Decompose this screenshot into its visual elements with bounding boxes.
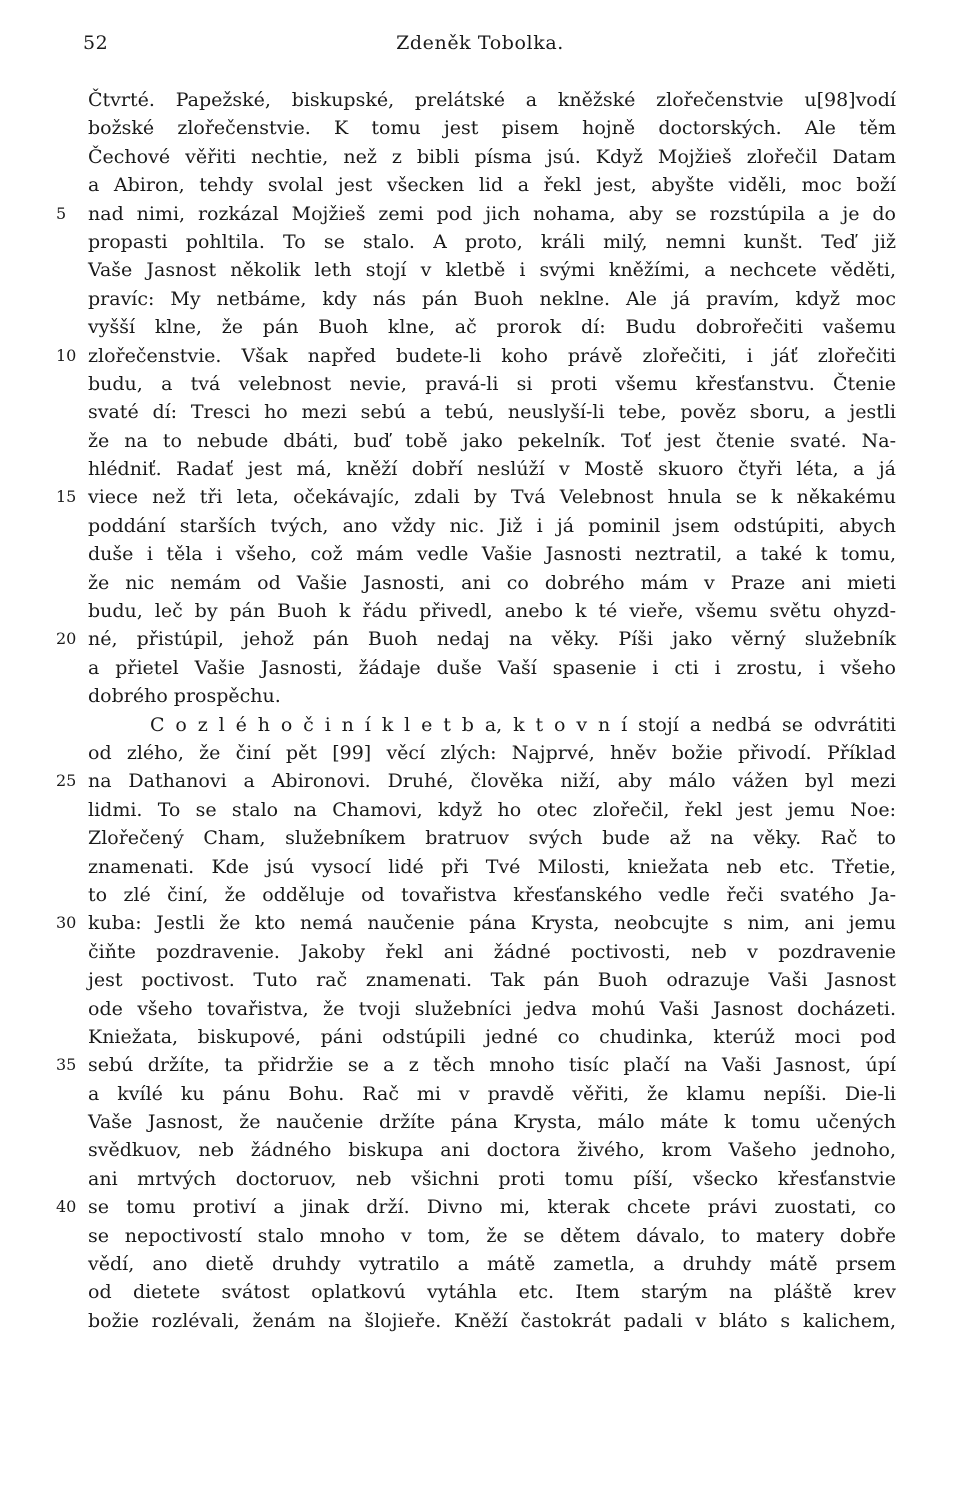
text-line [88, 1136, 896, 1164]
text-line-content: duše i těla i všeho, což mám vedle Vašie Jasnosti neztratil, a také k tomu, [88, 543, 896, 566]
line-number: 5 [56, 203, 67, 223]
text-line [88, 313, 896, 341]
line-number: 15 [56, 487, 77, 507]
text-line-content: se nepoctivostí stalo mnoho v tom, že se dětem dávalo, to matery dobře [88, 1224, 896, 1247]
text-line-content: kuba: Jestli že kto nemá naučenie pána Krysta, neobcujte s nim, ani jemu [88, 912, 896, 935]
text-line-content: Čechové věřiti nechtie, než z bibli písma jsú. Když Mojžieš zlořečil Datam [88, 145, 896, 168]
text-line [56, 200, 896, 228]
text-line [56, 767, 896, 795]
text-line [56, 1051, 896, 1079]
text-line [88, 654, 896, 682]
text-line-content: božské zlořečenstvie. K tomu jest pisem hojně doctorských. Ale těm [88, 117, 896, 140]
text-line [88, 597, 896, 625]
text-line-content: pravíc: My netbáme, kdy nás pán Buoh neklne. Ale já pravím, když moc [88, 287, 896, 310]
text-line-content: zlořečenstvie. Však napřed budete-li koho právě zlořečiti, i jáť zlořečiti [88, 344, 896, 367]
line-number: 20 [56, 629, 77, 649]
text-line [88, 995, 896, 1023]
text-line-content: budu, leč by pán Buoh k řádu přivedl, anebo k té vieře, všemu světu ohyzd- [88, 600, 896, 623]
text-line-content: jest poctivost. Tuto rač znamenati. Tak pán Buoh odrazuje Vaši Jasnost [88, 969, 896, 992]
text-line [88, 796, 896, 824]
text-line [88, 1307, 896, 1335]
text-line-content: a Abiron, tehdy svolal jest všecken lid a řekl jest, abyšte viděli, moc boží [88, 174, 896, 197]
text-line-content: se tomu protiví a jinak drží. Divno mi, kterak chcete právi zuostati, co [88, 1196, 896, 1219]
text-line-content: hlédniť. Radať jest má, kněží dobří neslúží v Mostě skuoro čtyři léta, a já [88, 458, 896, 481]
text-line [88, 228, 896, 256]
text-line-content: viece než tři leta, očekávajíc, zdali by Tvá Velebnost hnula se k někakému [88, 486, 896, 509]
text-line-content: že nic nemám od Vašie Jasnosti, ani co dobrého mám v Praze ani mieti [88, 571, 896, 594]
body-text [56, 86, 896, 1335]
text-line-content: Vaše Jasnost několik leth stojí v kletbě i svými kněžími, a nechcete věděti, [88, 259, 896, 282]
running-head: Zdeněk Tobolka. [396, 32, 564, 54]
text-line [88, 427, 896, 455]
text-line [88, 86, 896, 114]
line-number: 35 [56, 1055, 77, 1075]
text-line [88, 1165, 896, 1193]
text-line-content: a přietel Vašie Jasnosti, žádaje duše Vaší spasenie i cti i zrostu, i všeho [88, 656, 896, 679]
text-line-content: svaté dí: Tresci ho mezi sebú a tebú, neuslyší-li tebe, pověz sboru, a jestli [88, 401, 896, 424]
text-line [88, 1108, 896, 1136]
text-line [88, 114, 896, 142]
text-line [88, 569, 896, 597]
text-line-content: propasti pohltila. To se stalo. A proto, králi milý, nemni kunšt. Teď již [88, 230, 896, 253]
line-number: 40 [56, 1197, 77, 1217]
text-line-content: lidmi. To se stalo na Chamovi, když ho otec zlořečil, řekl jest jemu Noe: [88, 798, 896, 821]
text-line-content: nad nimi, rozkázal Mojžieš zemi pod jich nohama, aby se rozstúpila a je do [88, 202, 896, 225]
text-line [56, 909, 896, 937]
text-line [56, 342, 896, 370]
text-line-content: budu, a tvá velebnost nevie, pravá-li si proti všemu křesťanstvu. Čtenie [88, 372, 896, 395]
text-line [88, 824, 896, 852]
page-number: 52 [83, 32, 109, 54]
text-line-content: C o z l é h o č i n í k l e t b a, k t o v n í stojí a nedbá se odvrátiti [150, 713, 896, 736]
line-number: 10 [56, 345, 77, 365]
text-line [88, 370, 896, 398]
text-line [56, 483, 896, 511]
text-line-content: poddání starších tvých, ano vždy nic. Již i já pominil jsem odstúpiti, abych [88, 514, 896, 537]
text-line-content: znamenati. Kde jsú vysocí lidé při Tvé Milosti, kniežata neb etc. Třetie, [88, 855, 896, 878]
text-line-content: od zlého, že činí pět [99] věcí zlých: Najprvé, hněv božie přivodí. Příklad [88, 741, 896, 764]
text-line-content: ode všeho tovařistva, že tvoji služebníci jedva mohú Vaši Jasnost docházeti. [88, 997, 896, 1020]
text-line [56, 625, 896, 653]
text-line [88, 881, 896, 909]
text-line [88, 739, 896, 767]
text-line-content: na Dathanovi a Abironovi. Druhé, člověka niží, aby málo vážen byl mezi [88, 770, 896, 793]
text-line [88, 1023, 896, 1051]
line-number: 30 [56, 913, 77, 933]
text-line-content: vědí, ano dietě druhdy vytratilo a mátě zametla, a druhdy mátě prsem [88, 1253, 896, 1276]
text-line-content: vyšší klne, že pán Buoh klne, ač prorok dí: Budu dobrořečiti vašemu [88, 316, 896, 339]
text-line-content: Kniežata, biskupové, páni odstúpili jedné co chudinka, kterúž moci pod [88, 1025, 896, 1048]
text-line-content: svědkuov, neb žádného biskupa ani doctora živého, krom Vašeho jednoho, [88, 1139, 896, 1162]
text-line-content: čiňte pozdravenie. Jakoby řekl ani žádné poctivosti, neb v pozdravenie [88, 940, 896, 963]
text-line-content: ani mrtvých doctoruov, neb všichni proti tomu píší, všecko křesťanstvie [88, 1167, 896, 1190]
text-line-content: od dietete svátost oplatkovú vytáhla etc. Item starým na pláště krev [88, 1281, 896, 1304]
text-line-content: to zlé činí, že odděluje od tovařistva křesťanského vedle řeči svatého Ja- [88, 883, 896, 906]
text-line [88, 143, 896, 171]
text-line [88, 512, 896, 540]
text-line-content: sebú držíte, ta přidržie se a z těch mnoho tisíc plačí na Vaši Jasnost, úpí [88, 1054, 896, 1077]
text-line-content: Vaše Jasnost, že naučenie držíte pána Krysta, málo máte k tomu učených [88, 1111, 896, 1134]
text-line [88, 540, 896, 568]
text-line [88, 171, 896, 199]
text-line-content: né, přistúpil, jehož pán Buoh nedaj na věky. Píši jako věrný služebník [88, 628, 896, 651]
text-line-content: dobrého prospěchu. [88, 685, 281, 708]
text-line [56, 1193, 896, 1221]
text-line [88, 682, 896, 710]
text-line [88, 1278, 896, 1306]
text-line [88, 1080, 896, 1108]
text-line [88, 853, 896, 881]
text-line [88, 398, 896, 426]
line-number: 25 [56, 771, 77, 791]
text-line [88, 455, 896, 483]
text-line-content: že na to nebude dbáti, buď tobě jako pekelník. Toť jest čtenie svaté. Na- [88, 429, 896, 452]
text-line [88, 285, 896, 313]
text-line [88, 1222, 896, 1250]
text-line-content: božie rozlévali, ženám na šlojieře. Kněží častokrát padali v bláto s kalichem, [88, 1309, 896, 1332]
text-line-content: Čtvrté. Papežské, biskupské, prelátské a kněžské zlořečenstvie u[98]vodí [88, 89, 896, 111]
text-line-content: Zlořečený Cham, služebníkem bratruov svých bude až na věky. Rač to [88, 827, 896, 850]
text-line [88, 256, 896, 284]
text-line [88, 1250, 896, 1278]
text-line [88, 938, 896, 966]
text-line [88, 711, 896, 739]
text-line [88, 966, 896, 994]
text-line-content: a kvílé ku pánu Bohu. Rač mi v pravdě věřiti, že klamu nepíši. Die-li [88, 1082, 896, 1105]
